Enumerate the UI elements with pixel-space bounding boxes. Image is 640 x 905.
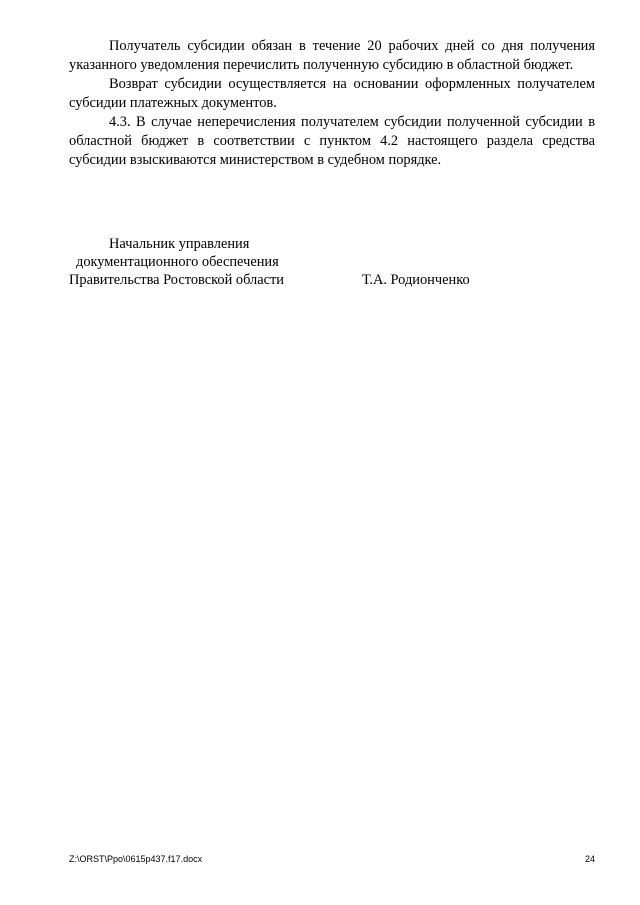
signatory-name: Т.А. Родионченко [362, 272, 470, 288]
document-body [69, 37, 595, 170]
paragraph-subsidy-return-obligation: Получатель субсидии обязан в течение 20 рабочих дней со дня получения указанного уведомления перечислить полученную субсидию в областной бюджет. [69, 38, 595, 73]
signatory-title-line-2: документационного обеспечения [76, 254, 279, 270]
paragraph-return-basis: Возврат субсидии осуществляется на основании оформленных получателем субсидии платежных документов. [69, 76, 595, 111]
signatory-title-line-1: Начальник управления [109, 236, 250, 252]
paragraph-4-3-recovery: 4.3. В случае неперечисления получателем субсидии полученной субсидии в областной бюджет в соответствии с пунктом 4.2 настоящего раздела средства субсидии взыскиваются министерством в судебном порядке. [69, 114, 595, 168]
footer-file-path: Z:\ORST\Ppo\0615p437.f17.docx [69, 854, 203, 864]
page-number: 24 [585, 854, 596, 864]
signatory-title-line-3: Правительства Ростовской области [69, 272, 284, 288]
